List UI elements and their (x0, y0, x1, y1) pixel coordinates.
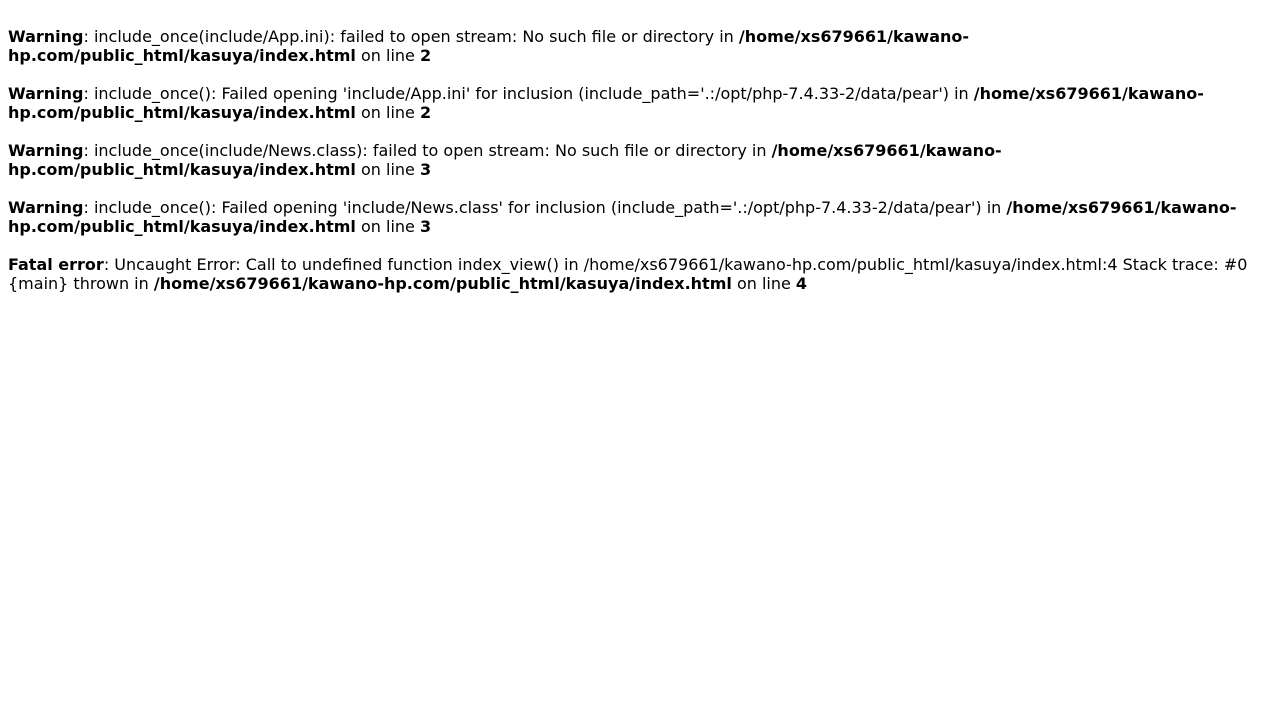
warning-message (8, 8, 1272, 65)
error-level: Warning (8, 141, 84, 160)
error-text: : include_once(include/News.class): failed to open stream: No such file or directory in (83, 141, 772, 160)
error-line-number: 3 (419, 217, 432, 236)
on-line-label: on line (355, 103, 420, 122)
error-level: Warning (8, 27, 84, 46)
error-line-number: 4 (795, 274, 808, 293)
error-file-path: /home/xs679661/kawano-hp.com/public_html/kasuya/index.html (153, 274, 732, 293)
fatal-error-message (8, 236, 1272, 293)
error-level: Warning (8, 198, 84, 217)
error-line-number: 3 (419, 160, 432, 179)
warning-message (8, 179, 1272, 236)
error-level: Warning (8, 84, 84, 103)
error-file-path: /home/xs679661/kawano-hp.com/public_html/kasuya/index.html (8, 27, 970, 65)
error-file-path: /home/xs679661/kawano-hp.com/public_html/kasuya/index.html (8, 141, 1002, 179)
on-line-label: on line (355, 217, 420, 236)
error-text: : include_once(include/App.ini): failed to open stream: No such file or directory in (83, 27, 739, 46)
error-file-path: /home/xs679661/kawano-hp.com/public_html/kasuya/index.html (8, 84, 1204, 122)
error-text: : include_once(): Failed opening 'include/App.ini' for inclusion (include_path='.:/opt/php-7.4.33-2/data/pear') in (83, 84, 974, 103)
on-line-label: on line (731, 274, 796, 293)
on-line-label: on line (355, 46, 420, 65)
warning-message (8, 122, 1272, 179)
php-error-output (0, 0, 1280, 293)
error-level: Fatal error (8, 255, 104, 274)
error-line-number: 2 (419, 103, 432, 122)
warning-message (8, 65, 1272, 122)
error-file-path: /home/xs679661/kawano-hp.com/public_html/kasuya/index.html (8, 198, 1237, 236)
error-text: : Uncaught Error: Call to undefined function index_view() in /home/xs679661/kawano-hp.com/public_html/kasuya/index.html:4 Stack trace: #0 {main} thrown in (8, 255, 1248, 293)
error-line-number: 2 (419, 46, 432, 65)
error-text: : include_once(): Failed opening 'include/News.class' for inclusion (include_path='.:/opt/php-7.4.33-2/data/pear') in (83, 198, 1007, 217)
on-line-label: on line (355, 160, 420, 179)
